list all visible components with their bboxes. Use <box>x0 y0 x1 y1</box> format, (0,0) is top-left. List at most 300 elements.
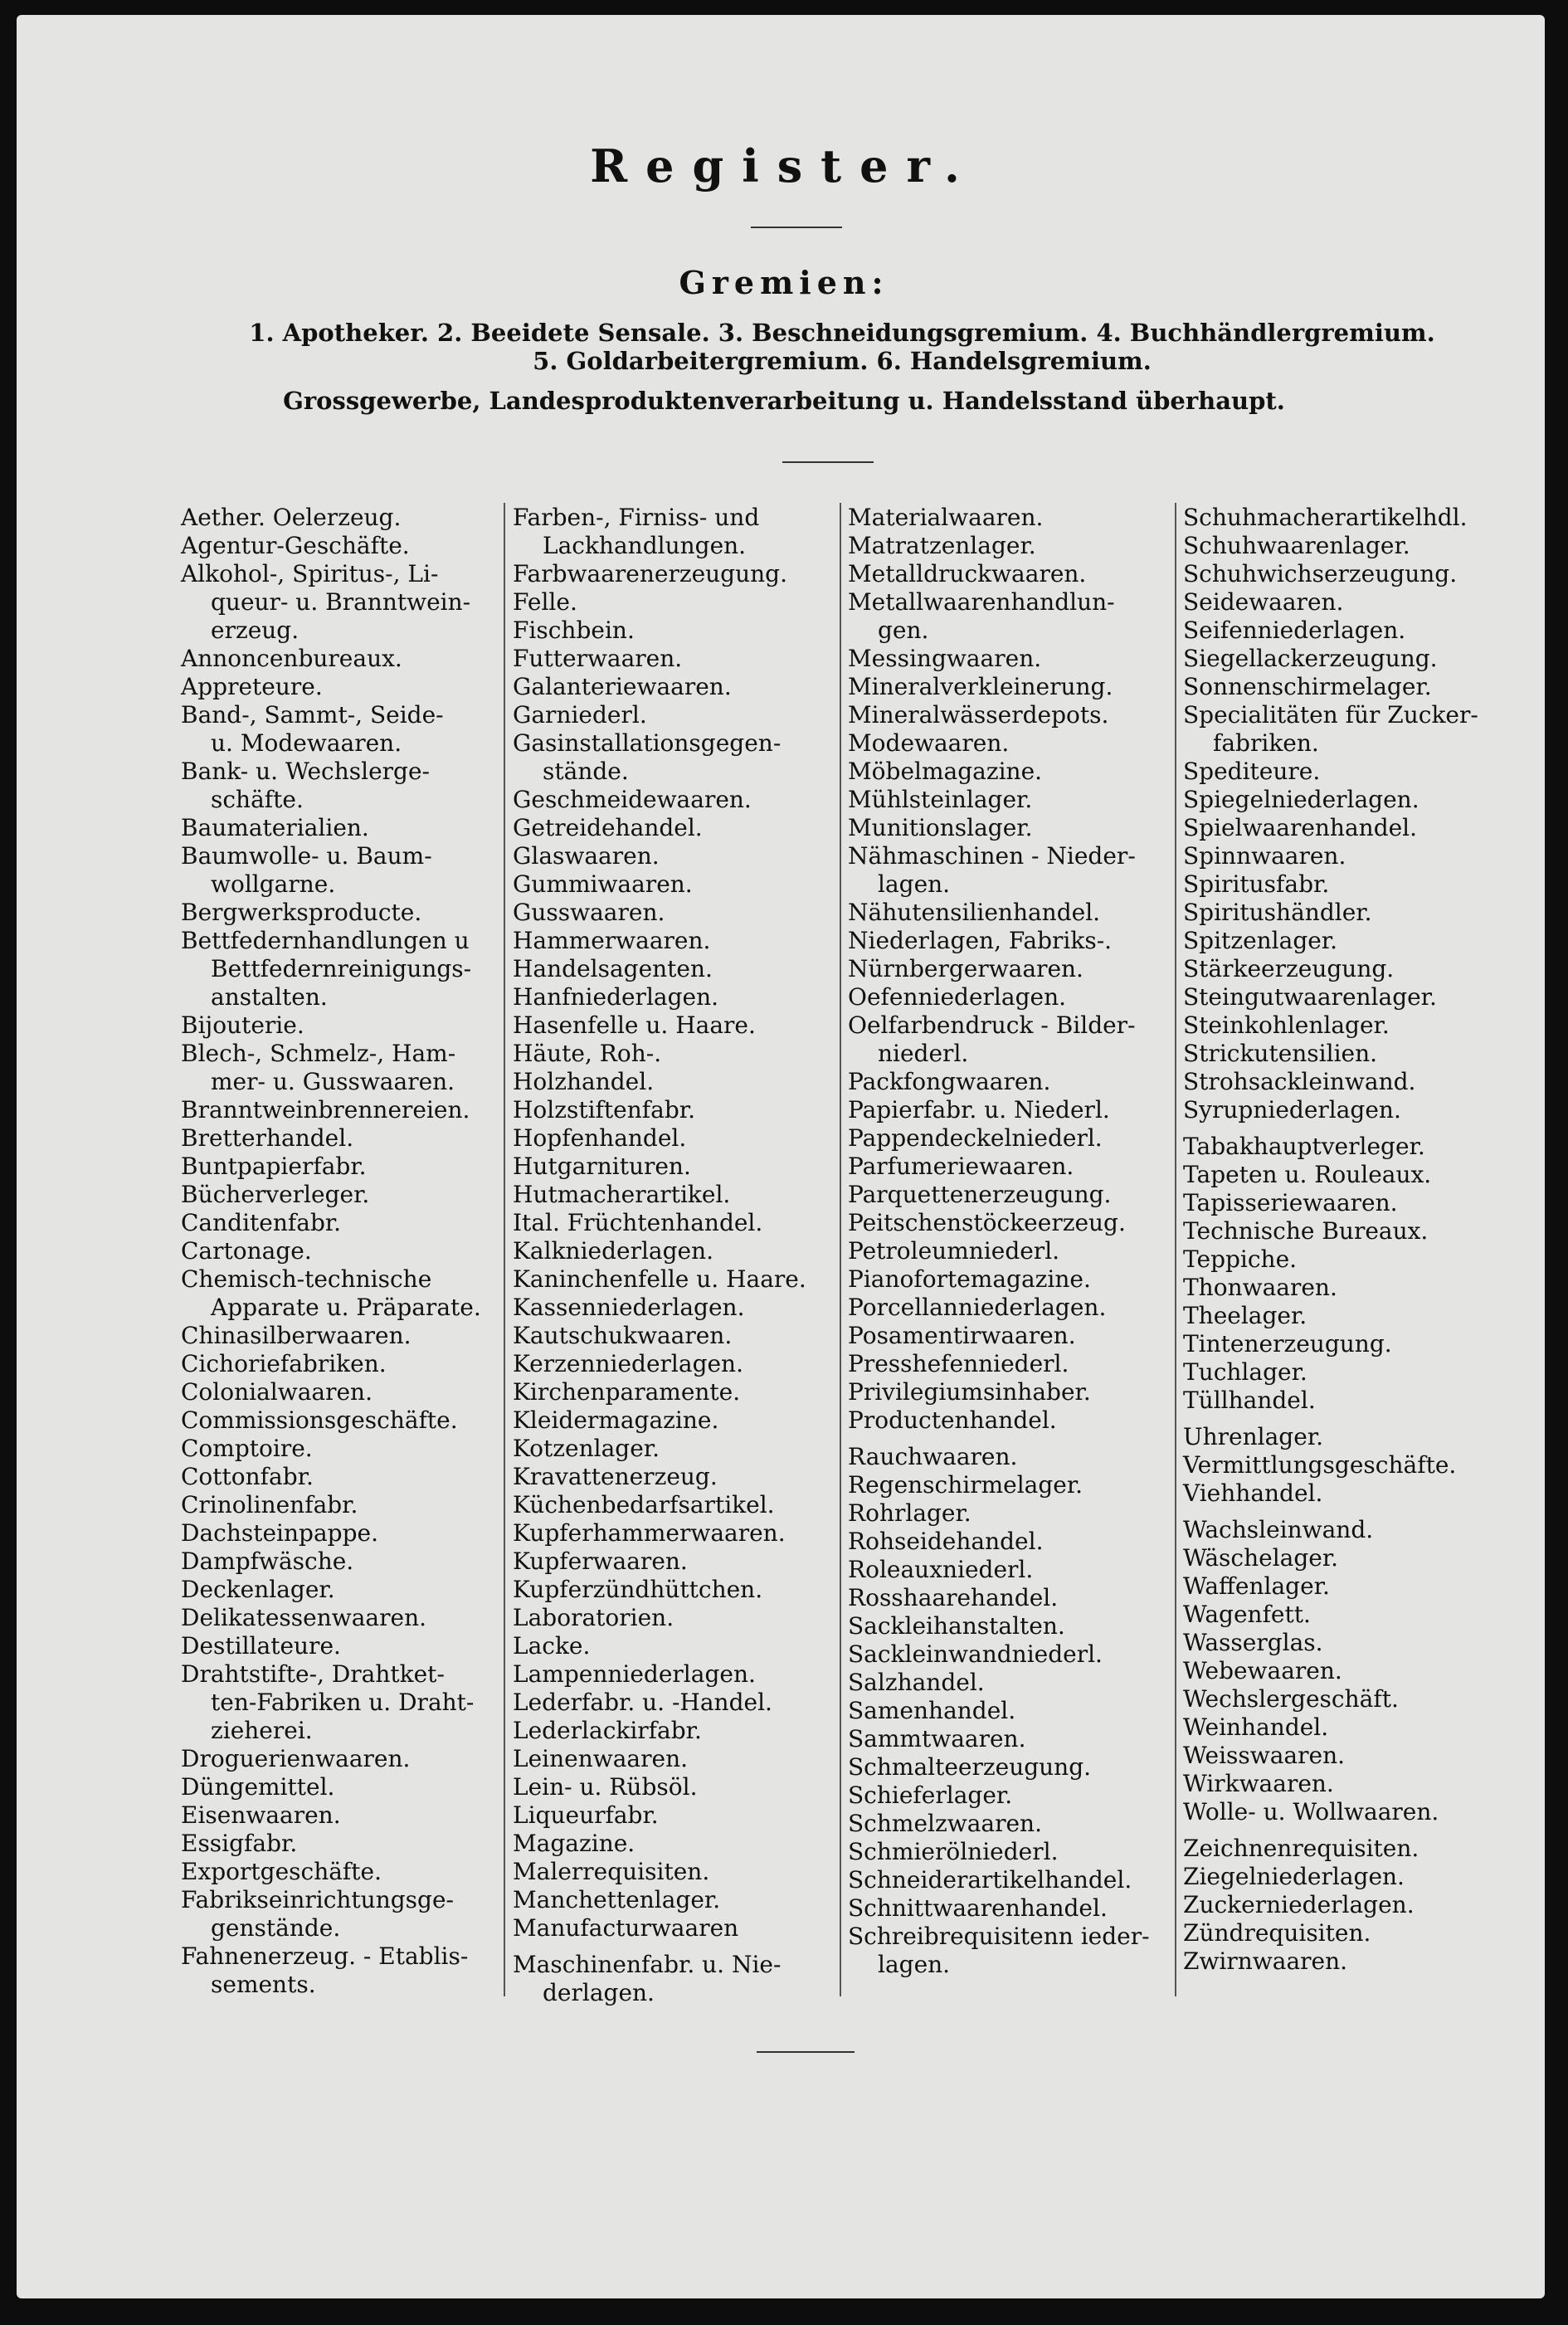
entry-line: Syrupniederlagen. <box>1183 1096 1401 1124</box>
entry-continuation: sements. <box>211 1971 316 1998</box>
entry-line: Oelfarbendruck - Bilder- <box>848 1011 1136 1039</box>
register-entry <box>181 1773 496 1801</box>
register-entry <box>513 1830 836 1858</box>
entry-line: Rohrlager. <box>848 1499 971 1527</box>
entry-line: Seifenniederlagen. <box>1183 617 1406 644</box>
entry-gap <box>513 1942 836 1951</box>
entry-line: Felle. <box>513 588 577 616</box>
entry-line: Sonnenschirmelager. <box>1183 673 1432 700</box>
register-entry <box>848 1443 1176 1471</box>
register-entry <box>1183 1742 1531 1770</box>
entry-line: Metallwaarenhandlun- <box>848 588 1115 616</box>
entry-line: Kerzenniederlagen. <box>513 1350 743 1377</box>
entry-line: Wechslergeschäft. <box>1183 1685 1399 1713</box>
entry-line: Häute, Roh-. <box>513 1040 662 1067</box>
register-column-4 <box>1183 504 1531 1976</box>
register-entry <box>181 842 496 899</box>
entry-line: Dampfwäsche. <box>181 1548 354 1575</box>
entry-continuation: genstände. <box>211 1914 341 1942</box>
register-entry <box>181 814 496 842</box>
register-entry <box>1183 1451 1531 1479</box>
entry-line: Munitionslager. <box>848 814 1033 841</box>
entry-line: Regenschirmelager. <box>848 1471 1083 1499</box>
register-entry <box>513 1237 836 1265</box>
register-entry <box>513 1604 836 1632</box>
register-entry <box>1183 758 1531 786</box>
entry-line: Küchenbedarfsartikel. <box>513 1491 775 1518</box>
register-entry <box>1183 842 1531 870</box>
register-column-3 <box>848 504 1176 1979</box>
register-entry <box>181 1886 496 1942</box>
entry-line: Bank- u. Wechslerge- <box>181 758 430 785</box>
entry-line: Canditenfabr. <box>181 1209 342 1236</box>
entry-line: Kirchenparamente. <box>513 1378 741 1406</box>
entry-line: Destillateure. <box>181 1632 341 1660</box>
register-entry <box>513 1689 836 1717</box>
register-entry <box>1183 1068 1531 1096</box>
entry-line: Sackleinwandniederl. <box>848 1640 1103 1668</box>
register-entry <box>181 1040 496 1096</box>
entry-line: Spitzenlager. <box>1183 927 1338 954</box>
entry-line: Spiegelniederlagen. <box>1183 786 1419 813</box>
register-entry <box>848 1584 1176 1612</box>
register-entry <box>848 532 1176 560</box>
entry-line: Wagenfett. <box>1183 1601 1311 1628</box>
register-entry <box>181 673 496 701</box>
register-entry <box>848 814 1176 842</box>
register-entry <box>181 1153 496 1181</box>
register-entry <box>513 870 836 899</box>
register-entry <box>181 1632 496 1660</box>
entry-line: Specialitäten für Zucker- <box>1183 701 1478 729</box>
register-entry <box>848 1237 1176 1265</box>
entry-line: Rohseidehandel. <box>848 1528 1044 1555</box>
register-entry <box>513 588 836 617</box>
register-entry <box>848 1181 1176 1209</box>
entry-line: Schmalteerzeugung. <box>848 1753 1092 1781</box>
register-entry <box>181 1858 496 1886</box>
register-entry <box>848 1153 1176 1181</box>
entry-line: Stärkeerzeugung. <box>1183 955 1395 982</box>
entry-line: Rosshaarehandel. <box>848 1584 1059 1611</box>
entry-line: Spielwaarenhandel. <box>1183 814 1418 841</box>
entry-line: Kaninchenfelle u. Haare. <box>513 1265 806 1293</box>
register-entry <box>513 1519 836 1548</box>
register-entry <box>181 1519 496 1548</box>
entry-line: Zwirnwaaren. <box>1183 1947 1348 1975</box>
entry-line: Parfumeriewaaren. <box>848 1153 1074 1180</box>
entry-line: Annoncenbureaux. <box>181 645 402 672</box>
register-entry <box>1183 1601 1531 1629</box>
register-entry <box>848 786 1176 814</box>
register-entry <box>181 1378 496 1406</box>
register-entry <box>513 899 836 927</box>
register-entry <box>181 1576 496 1604</box>
register-entry <box>181 1942 496 1999</box>
entry-line: Wäschelager. <box>1183 1544 1339 1572</box>
entry-continuation: Apparate u. Präparate. <box>211 1294 481 1321</box>
entry-line: Getreidehandel. <box>513 814 703 841</box>
entry-continuation: stände. <box>543 758 629 785</box>
entry-line: Thonwaaren. <box>1183 1274 1337 1301</box>
register-entry <box>181 1745 496 1773</box>
register-entry <box>513 1951 836 2007</box>
register-entry <box>1183 1685 1531 1713</box>
register-entry <box>513 1463 836 1491</box>
entry-line: Cottonfabr. <box>181 1463 314 1490</box>
register-entry <box>181 701 496 758</box>
register-entry <box>1183 870 1531 899</box>
register-entry <box>513 927 836 955</box>
register-entry <box>848 1124 1176 1153</box>
register-entry <box>513 504 836 560</box>
entry-line: Technische Bureaux. <box>1183 1217 1429 1245</box>
entry-line: Glaswaaren. <box>513 842 660 870</box>
entry-line: Privilegiumsinhaber. <box>848 1378 1091 1406</box>
register-entry <box>1183 1544 1531 1572</box>
entry-line: Porcellanniederlagen. <box>848 1294 1107 1321</box>
register-entry <box>513 1265 836 1294</box>
register-entry <box>848 673 1176 701</box>
entry-continuation: niederl. <box>878 1040 969 1067</box>
register-entry <box>1183 1863 1531 1891</box>
entry-gap <box>1183 1826 1531 1835</box>
register-entry <box>1183 1572 1531 1601</box>
entry-line: Nürnbergerwaaren. <box>848 955 1083 982</box>
entry-line: Spiritushändler. <box>1183 899 1372 926</box>
entry-line: Schmierölniederl. <box>848 1838 1059 1865</box>
entry-line: Kassenniederlagen. <box>513 1294 745 1321</box>
entry-line: Matratzenlager. <box>848 532 1036 559</box>
register-entry <box>848 588 1176 645</box>
register-entry <box>1183 1947 1531 1976</box>
register-entry <box>513 1576 836 1604</box>
register-entry <box>181 1660 496 1745</box>
register-entry <box>513 983 836 1011</box>
entry-line: Bücherverleger. <box>181 1181 370 1208</box>
entry-line: Hammerwaaren. <box>513 927 711 954</box>
entry-line: Delikatessenwaaren. <box>181 1604 426 1631</box>
entry-line: Wirkwaaren. <box>1183 1770 1334 1797</box>
entry-line: Messingwaaren. <box>848 645 1042 672</box>
register-entry <box>848 1838 1176 1866</box>
entry-gap <box>1183 1415 1531 1423</box>
entry-line: Hopfenhandel. <box>513 1124 687 1152</box>
register-entry <box>1183 1040 1531 1068</box>
entry-continuation: zieherei. <box>211 1717 313 1744</box>
entry-continuation: lagen. <box>878 1951 951 1978</box>
register-entry <box>513 1548 836 1576</box>
column-divider-2 <box>840 503 841 1996</box>
register-entry <box>513 1294 836 1322</box>
register-entry <box>848 645 1176 673</box>
entry-line: Manchettenlager. <box>513 1886 721 1913</box>
entry-line: Dachsteinpappe. <box>181 1519 378 1547</box>
entry-line: Weinhandel. <box>1183 1713 1329 1741</box>
entry-line: Lampenniederlagen. <box>513 1660 756 1688</box>
bottom-divider <box>757 2051 855 2053</box>
entry-line: Bretterhandel. <box>181 1124 354 1152</box>
entry-line: Schieferlager. <box>848 1782 1013 1809</box>
entry-line: Webewaaren. <box>1183 1657 1342 1684</box>
register-entry <box>848 1265 1176 1294</box>
entry-line: Essigfabr. <box>181 1830 298 1857</box>
register-entry <box>848 1894 1176 1923</box>
register-entry <box>1183 1217 1531 1245</box>
register-entry <box>513 617 836 645</box>
entry-line: Kotzenlager. <box>513 1435 660 1462</box>
entry-line: Futterwaaren. <box>513 645 683 672</box>
register-entry <box>1183 1770 1531 1798</box>
entry-line: Maschinenfabr. u. Nie- <box>513 1951 782 1978</box>
register-entry <box>513 729 836 786</box>
gremien-list <box>162 319 1522 375</box>
entry-continuation: gen. <box>878 617 929 644</box>
register-entry <box>181 1491 496 1519</box>
entry-line: Drahtstifte-, Drahtket- <box>181 1660 445 1688</box>
register-entry <box>513 842 836 870</box>
register-entry <box>181 504 496 532</box>
register-entry <box>1183 1330 1531 1358</box>
register-entry <box>1183 532 1531 560</box>
register-entry <box>1183 1358 1531 1387</box>
entry-continuation: anstalten. <box>211 983 328 1011</box>
entry-line: Commissionsgeschäfte. <box>181 1406 458 1434</box>
register-entry <box>1183 1629 1531 1657</box>
entry-line: Tüllhandel. <box>1183 1387 1316 1414</box>
register-entry <box>848 560 1176 588</box>
entry-line: Mineralwässerdepots. <box>848 701 1109 729</box>
register-entry <box>1183 1096 1531 1124</box>
register-entry <box>513 814 836 842</box>
entry-gap <box>848 1435 1176 1443</box>
register-entry <box>513 1914 836 1942</box>
entry-line: Eisenwaaren. <box>181 1801 341 1829</box>
entry-line: Steingutwaarenlager. <box>1183 983 1437 1011</box>
entry-line: Tabakhauptverleger. <box>1183 1133 1425 1160</box>
register-entry <box>513 1717 836 1745</box>
entry-line: Rauchwaaren. <box>848 1443 1018 1470</box>
entry-line: Agentur-Geschäfte. <box>181 532 410 559</box>
entry-line: Tapisseriewaaren. <box>1183 1189 1398 1216</box>
entry-line: Strohsackleinwand. <box>1183 1068 1416 1095</box>
entry-line: Tapeten u. Rouleaux. <box>1183 1161 1432 1188</box>
register-entry <box>181 1463 496 1491</box>
entry-line: Productenhandel. <box>848 1406 1057 1434</box>
register-entry <box>848 1725 1176 1753</box>
entry-line: Kupferhammerwaaren. <box>513 1519 786 1547</box>
entry-line: Hutgarnituren. <box>513 1153 691 1180</box>
register-entry <box>848 1011 1176 1068</box>
entry-line: Düngemittel. <box>181 1773 335 1801</box>
entry-line: Hutmacherartikel. <box>513 1181 731 1208</box>
entry-line: Gasinstallationsgegen- <box>513 729 782 757</box>
register-entry <box>181 1124 496 1153</box>
register-entry <box>513 673 836 701</box>
entry-line: Zuckerniederlagen. <box>1183 1891 1415 1918</box>
entry-line: Schuhmacherartikelhdl. <box>1183 504 1468 531</box>
register-entry <box>848 1406 1176 1435</box>
register-entry <box>1183 983 1531 1011</box>
entry-line: Lein- u. Rübsöl. <box>513 1773 698 1801</box>
register-entry <box>1183 1274 1531 1302</box>
register-entry <box>181 1322 496 1350</box>
register-entry <box>848 758 1176 786</box>
entry-line: Zündrequisiten. <box>1183 1919 1371 1947</box>
entry-line: Vermittlungsgeschäfte. <box>1183 1451 1457 1479</box>
entry-line: Gummiwaaren. <box>513 870 693 898</box>
register-entry <box>513 1209 836 1237</box>
entry-line: Viehhandel. <box>1183 1479 1323 1507</box>
register-entry <box>513 1801 836 1830</box>
entry-line: Niederlagen, Fabriks-. <box>848 927 1113 954</box>
register-entry <box>1183 955 1531 983</box>
entry-line: Cichoriefabriken. <box>181 1350 387 1377</box>
entry-line: Roleauxniederl. <box>848 1556 1034 1583</box>
register-entry <box>848 927 1176 955</box>
entry-continuation: derlagen. <box>543 1979 655 2006</box>
register-entry <box>848 1810 1176 1838</box>
register-entry <box>848 1782 1176 1810</box>
entry-continuation: erzeug. <box>211 617 299 644</box>
entry-line: Magazine. <box>513 1830 635 1857</box>
register-entry <box>848 1294 1176 1322</box>
register-entry <box>848 1528 1176 1556</box>
entry-line: Branntweinbrennereien. <box>181 1096 470 1124</box>
register-entry <box>1183 1516 1531 1544</box>
entry-line: Exportgeschäfte. <box>181 1858 382 1885</box>
register-entry <box>513 786 836 814</box>
register-entry <box>513 1096 836 1124</box>
entry-line: Schmelzwaaren. <box>848 1810 1042 1837</box>
entry-line: Hasenfelle u. Haare. <box>513 1011 756 1039</box>
register-entry <box>181 899 496 927</box>
entry-line: Wolle- u. Wollwaaren. <box>1183 1798 1439 1825</box>
entry-line: Schuhwichserzeugung. <box>1183 560 1458 587</box>
entry-line: Schreibrequisitenn ieder- <box>848 1923 1150 1950</box>
register-entry <box>1183 504 1531 532</box>
entry-continuation: lagen. <box>878 870 951 898</box>
register-entry <box>1183 1835 1531 1863</box>
entry-line: Colonialwaaren. <box>181 1378 373 1406</box>
register-entry <box>181 1604 496 1632</box>
entry-line: Ital. Früchtenhandel. <box>513 1209 763 1236</box>
entry-line: Schuhwaarenlager. <box>1183 532 1410 559</box>
entry-continuation: schäfte. <box>211 786 304 813</box>
entry-continuation: Bettfedernreinigungs- <box>211 955 472 982</box>
entry-line: Siegellackerzeugung. <box>1183 645 1438 672</box>
entry-line: Uhrenlager. <box>1183 1423 1323 1450</box>
entry-line: Posamentirwaaren. <box>848 1322 1076 1349</box>
register-entry <box>513 1858 836 1886</box>
entry-line: Ziegelniederlagen. <box>1183 1863 1405 1890</box>
entry-line: Galanteriewaaren. <box>513 673 732 700</box>
entry-line: Baumaterialien. <box>181 814 369 841</box>
entry-line: Parquettenerzeugung. <box>848 1181 1112 1208</box>
entry-line: Kupferwaaren. <box>513 1548 688 1575</box>
entry-line: Mineralverkleinerung. <box>848 673 1113 700</box>
entry-line: Nähmaschinen - Nieder- <box>848 842 1136 870</box>
entry-line: Bettfedernhandlungen u <box>181 927 470 954</box>
register-entry <box>1183 560 1531 588</box>
register-entry <box>1183 1423 1531 1451</box>
entry-line: Alkohol-, Spiritus-, Li- <box>181 560 439 587</box>
entry-line: Blech-, Schmelz-, Ham- <box>181 1040 456 1067</box>
register-entry <box>1183 899 1531 927</box>
register-entry <box>181 758 496 814</box>
entry-line: Hanfniederlagen. <box>513 983 719 1011</box>
entry-line: Laboratorien. <box>513 1604 674 1631</box>
entry-continuation: wollgarne. <box>211 870 336 898</box>
entry-line: Zeichnenrequisiten. <box>1183 1835 1419 1862</box>
register-entry <box>1183 1713 1531 1742</box>
register-entry <box>1183 1245 1531 1274</box>
entry-line: Modewaaren. <box>848 729 1010 757</box>
entry-line: Appreteure. <box>181 673 323 700</box>
register-entry <box>181 1830 496 1858</box>
register-entry <box>513 955 836 983</box>
entry-line: Steinkohlenlager. <box>1183 1011 1390 1039</box>
title-divider <box>751 227 842 228</box>
entry-line: Tuchlager. <box>1183 1358 1307 1386</box>
register-entry <box>513 1350 836 1378</box>
entry-line: Liqueurfabr. <box>513 1801 659 1829</box>
entry-line: Fabrikseinrichtungsge- <box>181 1886 454 1913</box>
register-entry <box>1183 1161 1531 1189</box>
register-entry <box>513 1632 836 1660</box>
register-entry <box>848 1471 1176 1499</box>
entry-line: Schneiderartikelhandel. <box>848 1866 1132 1894</box>
gremien-items-line-2: 5. Goldarbeitergremium. 6. Handelsgremium. <box>533 347 1152 375</box>
entry-line: Holzhandel. <box>513 1068 655 1095</box>
entry-line: Lederfabr. u. -Handel. <box>513 1689 772 1716</box>
register-entry <box>1183 1133 1531 1161</box>
register-entry <box>1183 588 1531 617</box>
register-entry <box>513 701 836 729</box>
register-entry <box>181 1350 496 1378</box>
column-divider-1 <box>504 503 505 1996</box>
register-entry <box>848 1866 1176 1894</box>
register-entry <box>1183 786 1531 814</box>
entry-line: Lacke. <box>513 1632 591 1660</box>
entry-line: Baumwolle- u. Baum- <box>181 842 432 870</box>
entry-continuation: u. Modewaaren. <box>211 729 402 757</box>
entry-line: Garniederl. <box>513 701 647 729</box>
entry-line: Chinasilberwaaren. <box>181 1322 411 1349</box>
register-entry <box>181 1209 496 1237</box>
entry-line: Kupferzündhüttchen. <box>513 1576 763 1603</box>
entry-gap <box>1183 1124 1531 1133</box>
register-entry <box>1183 1657 1531 1685</box>
entry-line: Geschmeidewaaren. <box>513 786 752 813</box>
entry-line: Nähutensilienhandel. <box>848 899 1101 926</box>
register-entry <box>848 1612 1176 1640</box>
register-entry <box>1183 1479 1531 1508</box>
entry-line: Wachsleinwand. <box>1183 1516 1374 1543</box>
register-entry <box>848 1669 1176 1697</box>
entry-gap <box>1183 1508 1531 1516</box>
register-entry <box>181 532 496 560</box>
register-entry <box>1183 1302 1531 1330</box>
entry-continuation: mer- u. Gusswaaren. <box>211 1068 455 1095</box>
entry-line: Band-, Sammt-, Seide- <box>181 701 444 729</box>
entry-line: Strickutensilien. <box>1183 1040 1378 1067</box>
register-entry <box>1183 927 1531 955</box>
entry-line: Pappendeckelniederl. <box>848 1124 1103 1152</box>
register-entry <box>513 560 836 588</box>
register-entry <box>181 1406 496 1435</box>
register-entry <box>848 504 1176 532</box>
